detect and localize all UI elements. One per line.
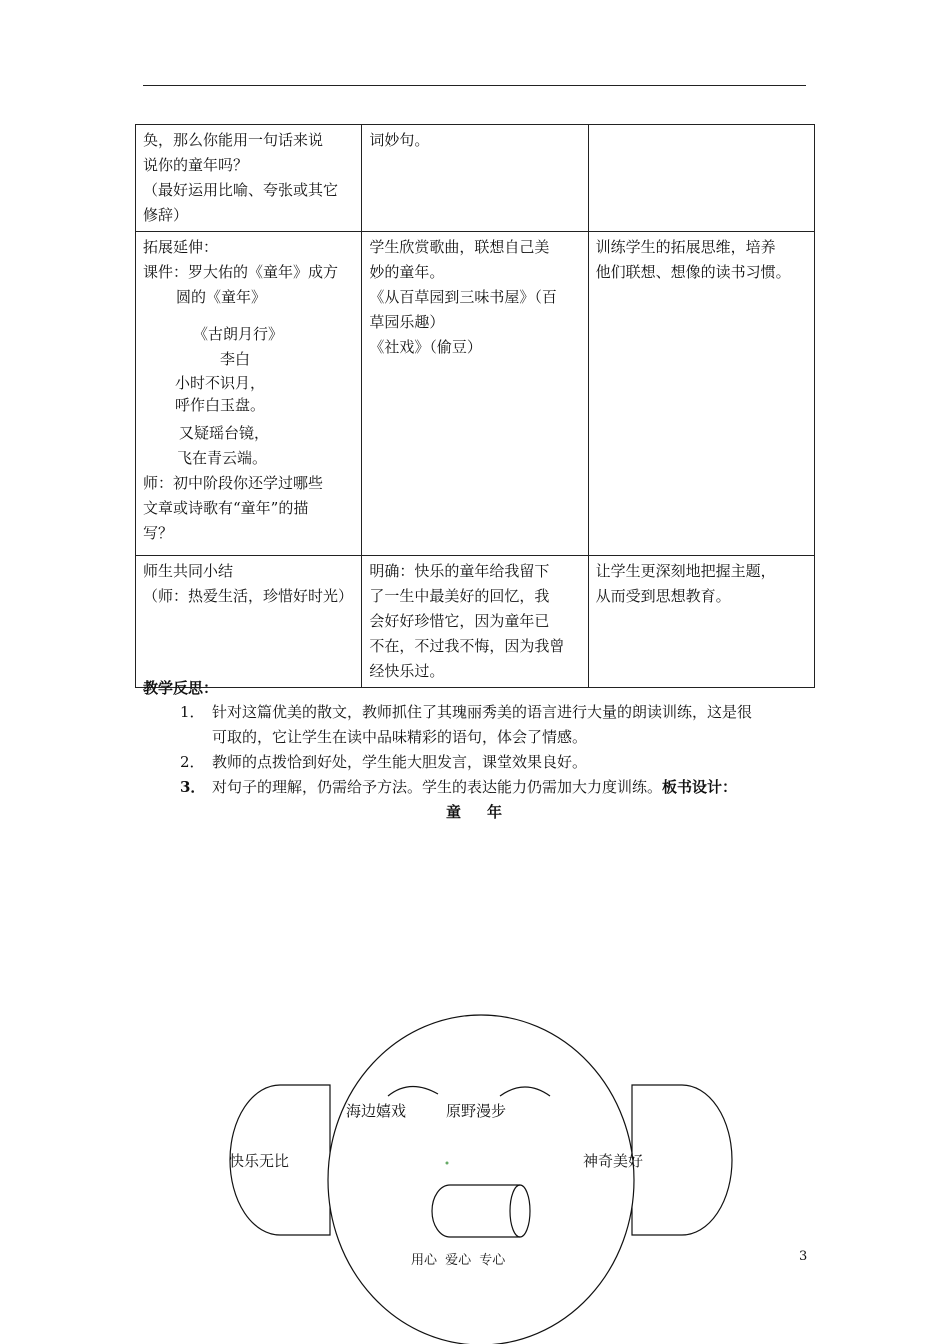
cell-text: 草园乐趣） <box>369 313 445 331</box>
cell-text: 写？ <box>143 524 174 542</box>
reflection-heading: 教学反思： <box>143 679 219 697</box>
board-title: 童年 <box>446 803 529 821</box>
list-number: 1． <box>180 703 205 721</box>
list-text: 对句子的理解，仍需给予方法。学生的表达能力仍需加大力度训练。 <box>212 778 663 796</box>
cell-text: 拓展延伸： <box>143 238 219 256</box>
cell-text: 从而受到思想教育。 <box>595 587 731 605</box>
cell-text: （最好运用比喻、夸张或其它 <box>143 181 339 199</box>
list-text: 可取的，它让学生在读中品味精彩的语句，体会了情感。 <box>212 728 588 746</box>
list-number: 2． <box>180 753 205 771</box>
right-ear-label: 神奇美好 <box>583 1152 644 1170</box>
cell-text: 明确：快乐的童年给我留下 <box>369 562 550 580</box>
cell-text: 《社戏》（偷豆） <box>369 338 482 356</box>
mouth-cylinder <box>432 1185 530 1237</box>
cell-text: 奂，那么你能用一句话来说 <box>143 131 324 149</box>
left-ear-label: 快乐无比 <box>229 1152 290 1170</box>
poem-title: 《古朗月行》 <box>193 325 284 343</box>
cell-text: 妙的童年。 <box>369 263 445 281</box>
left-eye-label: 海边嬉戏 <box>346 1102 407 1120</box>
cell-text: 说你的童年吗？ <box>143 156 249 174</box>
poem-line: 小时不识月， <box>175 374 266 392</box>
list-text: 教师的点拨恰到好处，学生能大胆发言，课堂效果良好。 <box>212 753 588 771</box>
poem-author: 李白 <box>220 350 251 368</box>
list-text: 针对这篇优美的散文，教师抓住了其瑰丽秀美的语言进行大量的朗读训练，这是很 <box>212 703 753 721</box>
cell-text: 了一生中最美好的回忆，我 <box>369 587 550 605</box>
cell-text: 文章或诗歌有“童年”的描 <box>143 499 309 517</box>
cell-text: （师：热爱生活，珍惜好时光） <box>143 587 354 605</box>
poem-line: 又疑瑶台镜， <box>179 424 270 442</box>
cell-text: 词妙句。 <box>369 131 430 149</box>
cell-text: 师：初中阶段你还学过哪些 <box>143 474 324 492</box>
cell-text: 《从百草园到三味书屋》（百 <box>369 288 557 306</box>
board-design-label: 板书设计： <box>662 778 738 796</box>
face-circle <box>328 1015 634 1344</box>
cell-text: 经快乐过。 <box>369 662 445 680</box>
list-number: 3． <box>180 778 206 796</box>
cell-text: 课件：罗大佑的《童年》成方 <box>143 263 339 281</box>
cell-text: 师生共同小结 <box>143 562 234 580</box>
mouth-label: 用心 爱心 专心 <box>411 1253 506 1268</box>
poem-line: 飞在青云端。 <box>177 449 268 467</box>
poem-line: 呼作白玉盘。 <box>175 396 266 414</box>
right-ear-shape <box>632 1085 732 1235</box>
nose-dot <box>446 1162 449 1165</box>
cell-text: 训练学生的拓展思维，培养 <box>595 238 776 256</box>
page-number: 3 <box>799 1249 808 1264</box>
cell-text: 修辞） <box>143 206 189 224</box>
cell-text: 学生欣赏歌曲，联想自己美 <box>369 238 550 256</box>
cell-text: 圆的《童年》 <box>176 288 267 306</box>
cell-text: 他们联想、想像的读书习惯。 <box>595 263 791 281</box>
cell-text: 让学生更深刻地把握主题， <box>595 562 776 580</box>
cell-text: 不在，不过我不悔，因为我曾 <box>369 637 565 655</box>
cell-text: 会好好珍惜它，因为童年已 <box>369 612 550 630</box>
right-eye-label: 原野漫步 <box>446 1102 507 1120</box>
